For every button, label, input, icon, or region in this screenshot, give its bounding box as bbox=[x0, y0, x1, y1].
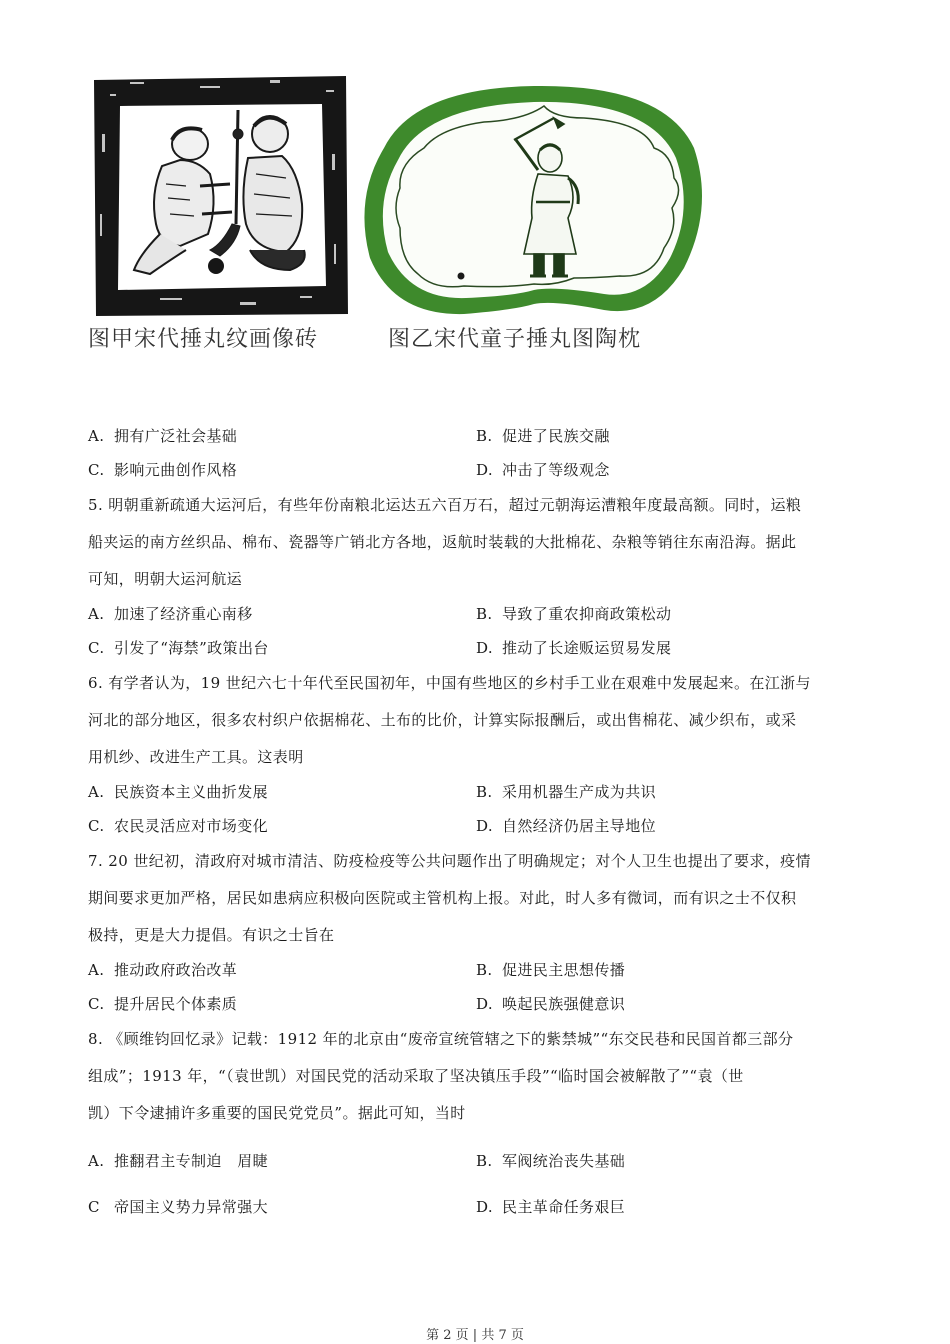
q8-option-a: A. 推翻君主专制迫 眉睫 bbox=[88, 1152, 269, 1170]
q8-option-b: B. 军阀统治丧失基础 bbox=[476, 1152, 626, 1170]
q5-option-b: B. 导致了重农抑商政策松动 bbox=[476, 605, 672, 623]
q6-option-d: D. 自然经济仍居主导地位 bbox=[476, 817, 657, 835]
q7-stem-line-1: 7. 20 世纪初，清政府对城市清洁、防疫检疫等公共问题作出了明确规定；对个人卫生也提出了要求，疫情 bbox=[88, 852, 811, 870]
q7-stem-line-2: 期间要求更加严格，居民如患病应积极向医院或主管机构上报。对此，时人多有微词，而有识之士不仅积 bbox=[88, 889, 797, 907]
q5-option-c: C. 引发了“海禁”政策出台 bbox=[88, 639, 269, 657]
q8-stem-line-1: 8. 《顾维钧回忆录》记载：1912 年的北京由“废帝宣统管辖之下的紫禁城”“东交民巷和民国首都三部分 bbox=[88, 1030, 794, 1048]
q6-stem-line-3: 用机纱、改进生产工具。这表明 bbox=[88, 748, 304, 766]
q5-stem-line-3: 可知，明朝大运河航运 bbox=[88, 570, 243, 588]
q4-option-b: B. 促进了民族交融 bbox=[476, 427, 610, 445]
figure-jia-brick-rubbing bbox=[90, 74, 352, 318]
page-number-footer: 第 2 页 | 共 7 页 bbox=[426, 1328, 524, 1343]
figure-yi-caption: 图乙宋代童子捶丸图陶枕 bbox=[388, 327, 642, 352]
q4-option-d: D. 冲击了等级观念 bbox=[476, 461, 610, 479]
q5-stem-line-1: 5. 明朝重新疏通大运河后，有些年份南粮北运达五六百万石，超过元朝海运漕粮年度最高额。同时，运粮 bbox=[88, 496, 802, 514]
q5-option-a: A. 加速了经济重心南移 bbox=[88, 605, 253, 623]
q5-stem-line-2: 船夹运的南方丝织品、棉布、瓷器等广销北方各地，返航时装载的大批棉花、杂粮等销往东南沿海。据此 bbox=[88, 533, 797, 551]
figure-jia-caption: 图甲宋代捶丸纹画像砖 bbox=[88, 327, 319, 352]
q8-stem-line-2: 组成”；1913 年，“（袁世凯）对国民党的活动采取了坚决镇压手段”“临时国会被解散了”“袁（世 bbox=[88, 1067, 744, 1085]
q8-stem-line-3: 凯）下令逮捕许多重要的国民党党员”。据此可知，当时 bbox=[88, 1104, 466, 1122]
q6-stem-line-1: 6. 有学者认为，19 世纪六七十年代至民国初年，中国有些地区的乡村手工业在艰难中发展起来。在江浙与 bbox=[88, 674, 811, 692]
q6-option-c: C. 农民灵活应对市场变化 bbox=[88, 817, 269, 835]
q7-option-a: A. 推动政府政治改革 bbox=[88, 961, 238, 979]
q7-option-c: C. 提升居民个体素质 bbox=[88, 995, 238, 1013]
q4-option-a: A. 拥有广泛社会基础 bbox=[88, 427, 238, 445]
q7-option-d: D. 唤起民族强健意识 bbox=[476, 995, 626, 1013]
q8-option-c: C 帝国主义势力异常强大 bbox=[88, 1198, 269, 1216]
q7-option-b: B. 促进民主思想传播 bbox=[476, 961, 626, 979]
q8-option-d: D. 民主革命任务艰巨 bbox=[476, 1198, 626, 1216]
figure-yi-ceramic-pillow bbox=[354, 78, 712, 324]
q5-option-d: D. 推动了长途贩运贸易发展 bbox=[476, 639, 672, 657]
q7-stem-line-3: 极持，更是大力提倡。有识之士旨在 bbox=[88, 926, 335, 944]
q6-stem-line-2: 河北的部分地区，很多农村织户依据棉花、土布的比价，计算实际报酬后，或出售棉花、减少织布，或采 bbox=[88, 711, 797, 729]
q4-option-c: C. 影响元曲创作风格 bbox=[88, 461, 238, 479]
figure-area bbox=[86, 72, 716, 362]
q6-option-a: A. 民族资本主义曲折发展 bbox=[88, 783, 269, 801]
q6-option-b: B. 采用机器生产成为共识 bbox=[476, 783, 657, 801]
